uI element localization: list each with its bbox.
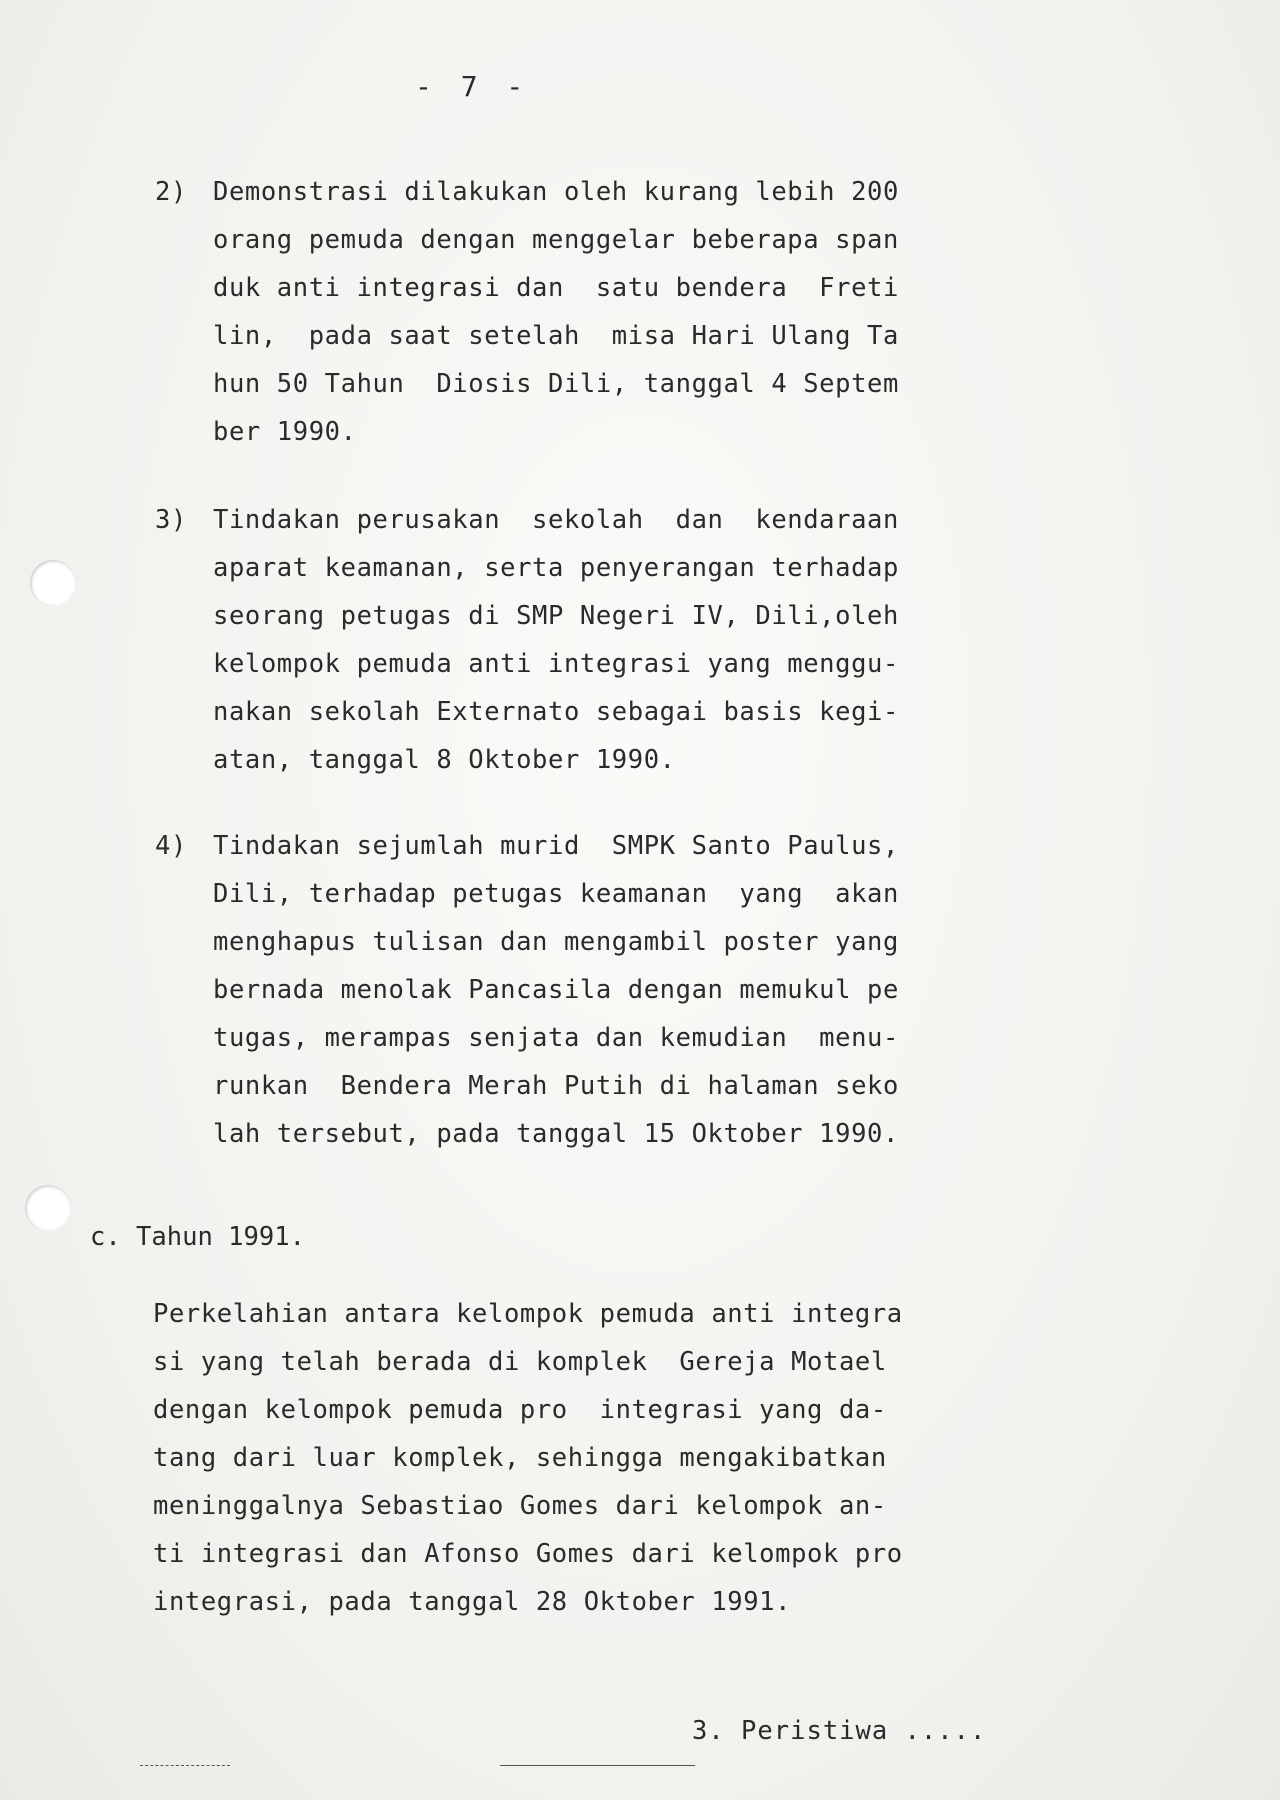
list-item-line: Tindakan perusakan sekolah dan kendaraan (213, 505, 899, 535)
footer-rule (500, 1765, 695, 1766)
list-item-line: orang pemuda dengan menggelar beberapa span (213, 225, 899, 255)
list-item-number: 4) (155, 831, 187, 861)
list-item-line: runkan Bendera Merah Putih di halaman seko (213, 1071, 899, 1101)
paragraph-line: dengan kelompok pemuda pro integrasi yang da- (153, 1395, 887, 1425)
list-item-line: menghapus tulisan dan mengambil poster yang (213, 927, 899, 957)
list-item-2 (155, 168, 1095, 456)
list-item-line: aparat keamanan, serta penyerangan terhadap (213, 553, 899, 583)
continuation-marker: 3. Peristiwa ..... (692, 1716, 987, 1746)
list-item-line: tugas, merampas senjata dan kemudian menu- (213, 1023, 899, 1053)
paragraph-line: ti integrasi dan Afonso Gomes dari kelompok pro (153, 1539, 903, 1569)
list-item-line: nakan sekolah Externato sebagai basis kegi- (213, 697, 899, 727)
list-item-number: 3) (155, 505, 187, 535)
list-item-number: 2) (155, 177, 187, 207)
list-item-line: atan, tanggal 8 Oktober 1990. (213, 745, 676, 775)
list-item-line: ber 1990. (213, 417, 357, 447)
list-item-line: lin, pada saat setelah misa Hari Ulang Ta (213, 321, 899, 351)
footer-rule (140, 1765, 230, 1766)
list-item-line: lah tersebut, pada tanggal 15 Oktober 1990. (213, 1119, 899, 1149)
punch-hole-top (30, 560, 76, 606)
paragraph-line: meninggalnya Sebastiao Gomes dari kelompok an- (153, 1491, 887, 1521)
list-item-line: kelompok pemuda anti integrasi yang menggu- (213, 649, 899, 679)
list-item-line: hun 50 Tahun Diosis Dili, tanggal 4 Septem (213, 369, 899, 399)
paragraph-line: si yang telah berada di komplek Gereja Motael (153, 1347, 887, 1377)
list-item-line: seorang petugas di SMP Negeri IV, Dili,oleh (213, 601, 899, 631)
list-item-4 (155, 822, 1095, 1158)
list-item-line: Demonstrasi dilakukan oleh kurang lebih 200 (213, 177, 899, 207)
page-number: - 7 - (415, 70, 530, 103)
section-heading: c. Tahun 1991. (90, 1222, 305, 1252)
list-item-line: duk anti integrasi dan satu bendera Freti (213, 273, 899, 303)
paragraph-line: Perkelahian antara kelompok pemuda anti integra (153, 1299, 903, 1329)
list-item-line: bernada menolak Pancasila dengan memukul pe (213, 975, 899, 1005)
list-item-line: Tindakan sejumlah murid SMPK Santo Paulus, (213, 831, 899, 861)
paragraph-line: tang dari luar komplek, sehingga mengakibatkan (153, 1443, 887, 1473)
list-item-line: Dili, terhadap petugas keamanan yang akan (213, 879, 899, 909)
section-paragraph (153, 1290, 903, 1626)
list-item-3 (155, 496, 1095, 784)
paragraph-line: integrasi, pada tanggal 28 Oktober 1991. (153, 1587, 792, 1617)
punch-hole-bottom (25, 1185, 71, 1231)
